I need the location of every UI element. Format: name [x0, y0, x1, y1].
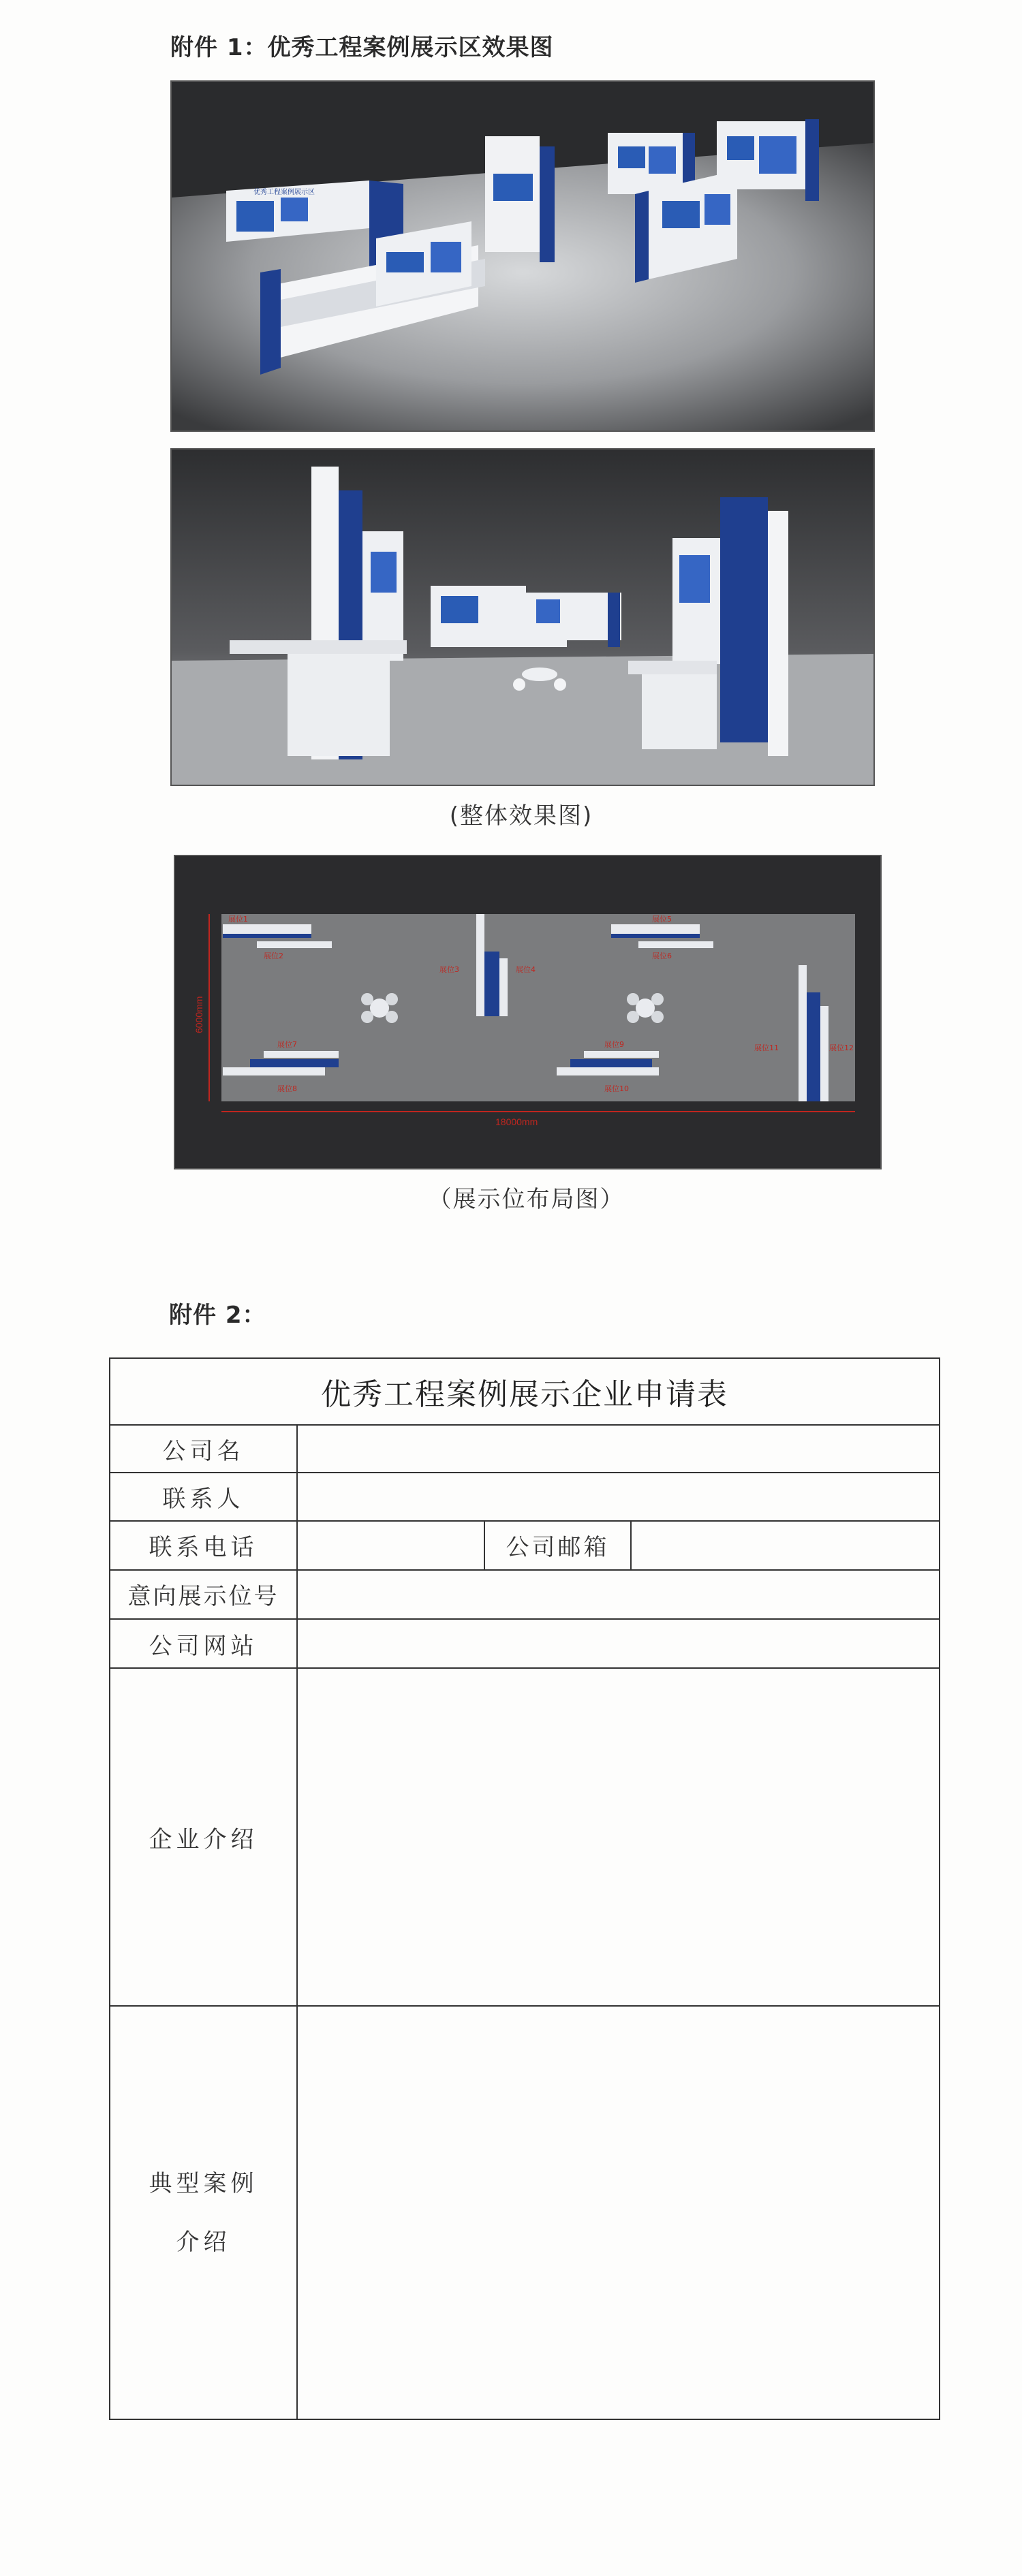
booth-label-5: 展位5 [652, 915, 672, 924]
attachment1-heading: 附件 1：优秀工程案例展示区效果图 [170, 34, 554, 61]
website-field[interactable] [297, 1619, 940, 1668]
cases-label-line2: 介绍 [176, 2228, 231, 2256]
depth-dimension-label: 6000mm [193, 996, 204, 1033]
intro-field[interactable] [297, 1668, 940, 2006]
cases-field[interactable] [297, 2006, 940, 2419]
overall-render-1 [170, 80, 875, 432]
booth-label-11: 展位11 [754, 1043, 779, 1052]
contact-phone-field[interactable] [297, 1521, 484, 1570]
contact-phone-label: 联系电话 [110, 1521, 297, 1570]
sign-text-1: 优秀工程案例展示区 [253, 189, 315, 196]
booth-label-9: 展位9 [604, 1040, 624, 1049]
booth-label-2: 展位2 [264, 952, 283, 960]
width-dimension-label: 18000mm [495, 1116, 538, 1127]
application-form [109, 1357, 940, 2420]
booth-label-12: 展位12 [829, 1043, 854, 1052]
company-name-label: 公司名 [110, 1425, 297, 1473]
intro-label: 企业介绍 [110, 1668, 297, 2006]
cases-label-line1: 典型案例 [149, 2169, 258, 2197]
booth-number-field[interactable] [297, 1570, 940, 1619]
cases-label [110, 2006, 297, 2419]
booth-label-10: 展位10 [604, 1084, 629, 1093]
caption-overall: (整体效果图) [449, 802, 593, 830]
layout-render [174, 855, 882, 1169]
company-name-field[interactable] [297, 1425, 940, 1473]
booth-label-3: 展位3 [439, 965, 459, 974]
booth-label-6: 展位6 [652, 952, 672, 960]
website-label: 公司网站 [110, 1619, 297, 1668]
contact-person-label: 联系人 [110, 1473, 297, 1520]
booth-label-4: 展位4 [516, 965, 536, 974]
attachment2-heading: 附件 2： [169, 1302, 266, 1329]
company-email-field[interactable] [631, 1521, 940, 1570]
booth-label-1: 展位1 [228, 915, 248, 924]
booth-number-label: 意向展示位号 [110, 1570, 297, 1619]
contact-person-field[interactable] [297, 1473, 940, 1520]
booth-label-8: 展位8 [277, 1084, 297, 1093]
overall-render-2 [170, 448, 875, 786]
booth-label-7: 展位7 [277, 1040, 297, 1049]
form-title: 优秀工程案例展示企业申请表 [110, 1358, 940, 1425]
company-email-label: 公司邮箱 [484, 1521, 631, 1570]
caption-layout: （展示位布局图） [428, 1186, 625, 1213]
